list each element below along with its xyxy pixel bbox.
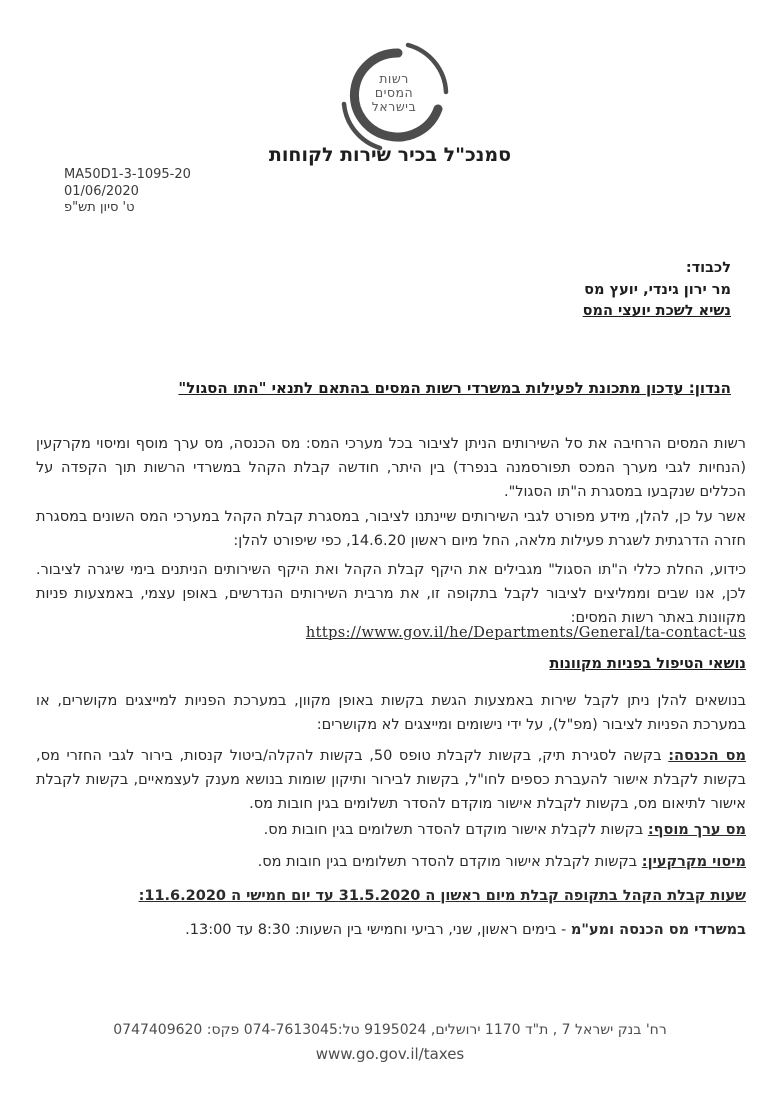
date-hebrew: ט' סיון תש"פ bbox=[64, 200, 135, 215]
contact-url-line bbox=[36, 622, 746, 641]
reception-hours-offices: במשרדי מס הכנסה ומע"מ bbox=[570, 922, 746, 938]
real-estate-tax-paragraph bbox=[36, 850, 746, 874]
income-tax-label: מס הכנסה: bbox=[668, 748, 747, 764]
contact-link[interactable]: https://www.gov.il/he/Departments/General/ta-contact-us bbox=[305, 625, 746, 641]
online-topics-section-header: נושאי הטיפול בפניות מקוונות bbox=[549, 656, 746, 672]
logo-text-line: המסים bbox=[374, 85, 414, 100]
footer-address-line: רח' בנק ישראל 7 , ת"ד 1170 ירושלים, 9195024 טל:074-7613045 פקס: 0747409620 bbox=[113, 1022, 667, 1038]
paragraph-services-expanded: רשות המסים הרחיבה את סל השירותים הניתן לציבור בכל מערכי המס: מס הכנסה, מס ערך מוסף ומיסוי מקרקעין (הנחיות לגבי מערך המכס תפורסמנה בנפרד) בין היתר, חודשה קבלת הקהל במשרדי הרשות תוך הקפדה על הכללים שנקבעו במסגרת ה"תו הסגול". bbox=[36, 436, 746, 500]
reception-hours-times: - בימים ראשון, שני, רביעי וחמישי בין השעות: 8:30 עד 13:00. bbox=[185, 922, 571, 938]
paragraph-online-requests: בנושאים להלן ניתן לקבל שירות באמצעות הגשת בקשות באופן מקוון, במערכת הפניות למייצגים מקושרים, או במערכת הפניות לציבור (מפ"ל), על ידי נישומים ומייצגים לא מקושרים: bbox=[36, 693, 746, 733]
department-title: סמנכ"ל בכיר שירות לקוחות bbox=[268, 144, 512, 166]
vat-text: בקשות לקבלת אישור מוקדם להסדר תשלומים בגין חובות מס. bbox=[263, 822, 648, 838]
logo-text-line: רשות bbox=[379, 71, 409, 86]
reference-number: MA50D1-3-1095-20 bbox=[64, 167, 191, 182]
paragraph-detailed-info: אשר על כן, להלן, מידע מפורט לגבי השירותים שיינתנו לציבור, במסגרת קבלת הקהל במערכי המס השונים במסגרת חזרה הדרגתית לשגרת פעילות מלאה, החל מיום ראשון 14.6.20, כפי שיפורט להלן: bbox=[36, 509, 746, 549]
real-estate-tax-text: בקשות לקבלת אישור מוקדם להסדר תשלומים בגין חובות מס. bbox=[257, 854, 642, 870]
addressee-block bbox=[583, 258, 731, 323]
letterhead-footer bbox=[0, 1018, 780, 1066]
logo-text bbox=[334, 72, 454, 114]
footer-website: www.go.gov.il/taxes bbox=[315, 1045, 465, 1063]
date-gregorian: 01/06/2020 bbox=[64, 183, 139, 199]
reference-block bbox=[64, 167, 191, 217]
tax-authority-logo bbox=[334, 38, 454, 156]
addressee-salutation: לכבוד: bbox=[685, 260, 731, 276]
vat-paragraph bbox=[36, 818, 746, 842]
addressee-title: נשיא לשכת יועצי המס bbox=[582, 303, 731, 319]
subject-line: הנדון: עדכון מתכונת לפעילות במשרדי רשות המסים בהתאם לתנאי "התו הסגול" bbox=[178, 379, 731, 397]
vat-label: מס ערך מוסף: bbox=[647, 822, 746, 838]
income-tax-text: בקשה לסגירת תיק, בקשות לקבלת טופס 50, בקשות להקלה/ביטול קנסות, בירור לגבי החזרי מס, בקשות לקבלת אישור להעברת כספים לחו"ל, בקשות לבירור ותיקון שומות בנושא מענק לעצמאיים, בקשות לקבלת אישור לתיאום מס, בקשות לקבלת אישור מוקדם להסדר תשלומים בגין חובות מס. bbox=[36, 748, 746, 812]
reception-hours-header: שעות קבלת הקהל בתקופה קבלת מיום ראשון ה 31.5.2020 עד יום חמישי ה 11.6.2020: bbox=[138, 888, 746, 904]
paragraph-purple-badge-limits: כידוע, החלת כללי ה"תו הסגול" מגבילים את היקף קבלת הקהל ואת היקף השירותים הניתנים בימי שיגרה לציבור. לכן, אנו שבים וממליצים לציבור לקבל בתקופה זו, את מרבית השירותים הנדרשים, באופן עצמי, באמצעות פניות מקוונות באתר רשות המסים: bbox=[36, 562, 746, 626]
income-tax-paragraph bbox=[36, 744, 746, 816]
real-estate-tax-label: מיסוי מקרקעין: bbox=[641, 854, 746, 870]
reception-hours-detail bbox=[36, 918, 746, 942]
logo-text-line: בישראל bbox=[371, 99, 417, 114]
addressee-name: מר ירון גינדי, יועץ מס bbox=[584, 281, 731, 298]
